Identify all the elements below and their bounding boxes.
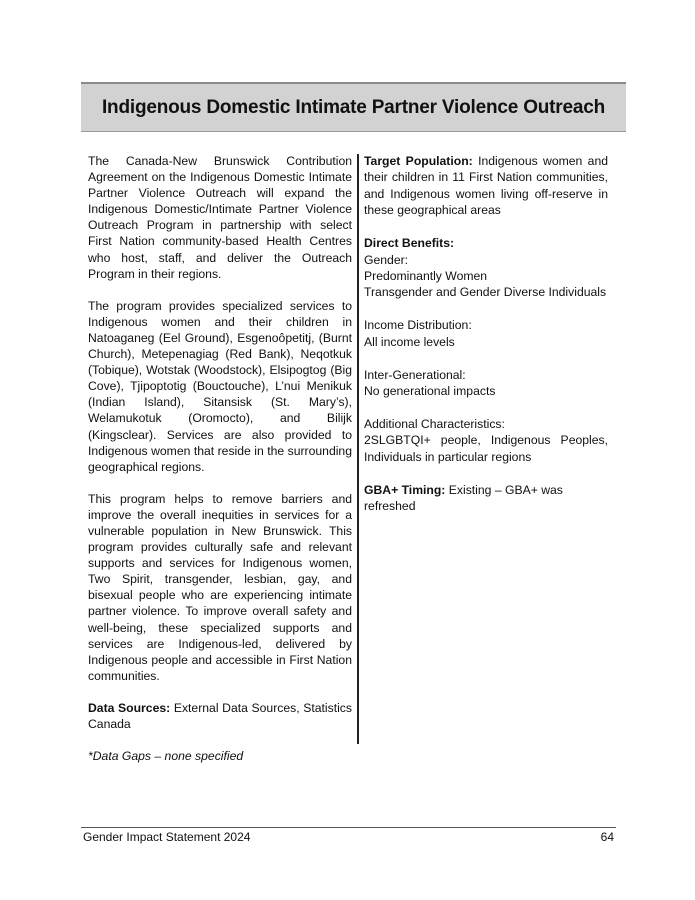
intergen-label: Inter-Generational: <box>364 367 466 382</box>
income-value: All income levels <box>364 334 455 349</box>
column-divider <box>357 154 359 744</box>
data-sources-label: Data Sources: <box>88 700 171 715</box>
gender-line-1: Predominantly Women <box>364 268 488 283</box>
direct-benefits-label: Direct Benefits: <box>364 236 455 251</box>
gender-label: Gender: <box>364 252 409 267</box>
target-population-value: Indigenous women and their children in 11 First Nation communities, and Indigenous women living off-reserve in these geographical areas <box>364 154 609 218</box>
income-distribution <box>364 317 608 350</box>
inter-generational <box>364 367 608 400</box>
additional-characteristics <box>364 416 608 465</box>
description-paragraph-2: The program provides specialized services to Indigenous women and their children in Natoaganeg (Eel Ground), Esgenoôpetitj, (Burnt Church), Metepenagiag (Red Bank), Neqotkuk (Tobique), Wotstak (Woodstock), Elsipogtog (Big Cove), Tjipoptotig (Bouctouche), L’nui Menikuk (Indian Island), Sitansisk (St. Mary’s), Welamukotuk (Oromocto), and Bilijk (Kingsclear). Services are also provided to Indigenous women that reside in the surrounding geographical regions. <box>88 298 352 474</box>
footer <box>83 830 614 844</box>
footer-rule <box>81 827 616 828</box>
right-column <box>364 153 608 531</box>
data-gaps-note: *Data Gaps – none specified <box>88 749 244 764</box>
footer-document-title: Gender Impact Statement 2024 <box>83 830 251 844</box>
direct-benefits <box>364 235 608 301</box>
gba-timing-label: GBA+ Timing: <box>364 482 446 497</box>
intergen-value: No generational impacts <box>364 383 496 398</box>
gba-timing-value: Existing – GBA+ was refreshed <box>364 482 563 513</box>
additional-value: 2SLGBTQI+ people, Indigenous Peoples, Individuals in particular regions <box>364 433 608 464</box>
income-label: Income Distribution: <box>364 318 472 333</box>
target-population <box>364 153 608 219</box>
footer-page-number: 64 <box>600 830 614 844</box>
data-sources-value: External Data Sources, Statistics Canada <box>88 700 352 731</box>
data-sources <box>88 700 352 732</box>
left-column <box>88 153 352 780</box>
target-population-label: Target Population: <box>364 154 473 168</box>
page-title: Indigenous Domestic Intimate Partner Violence Outreach <box>101 96 606 118</box>
description-paragraph-3: This program helps to remove barriers and improve the overall inequities in services for a vulnerable population in New Brunswick. This program provides culturally safe and relevant supports and services for Indigenous women, Two Spirit, transgender, lesbian, gay, and bisexual people who are experiencing intimate partner violence. To improve overall safety and well-being, these specialized supports and services are Indigenous-led, delivered by Indigenous people and accessible in First Nation communities. <box>88 491 352 683</box>
additional-label: Additional Characteristics: <box>364 416 505 431</box>
description-paragraph-1: The Canada-New Brunswick Contribution Agreement on the Indigenous Domestic Intimate Partner Violence Outreach will expand the Indigenous Domestic/Intimate Partner Violence Outreach Program in partnership with select First Nation community-based Health Centres who host, staff, and deliver the Outreach Program in their regions. <box>88 154 352 281</box>
title-banner <box>81 82 626 132</box>
gender-line-2: Transgender and Gender Diverse Individuals <box>364 285 607 300</box>
gba-timing <box>364 482 608 515</box>
